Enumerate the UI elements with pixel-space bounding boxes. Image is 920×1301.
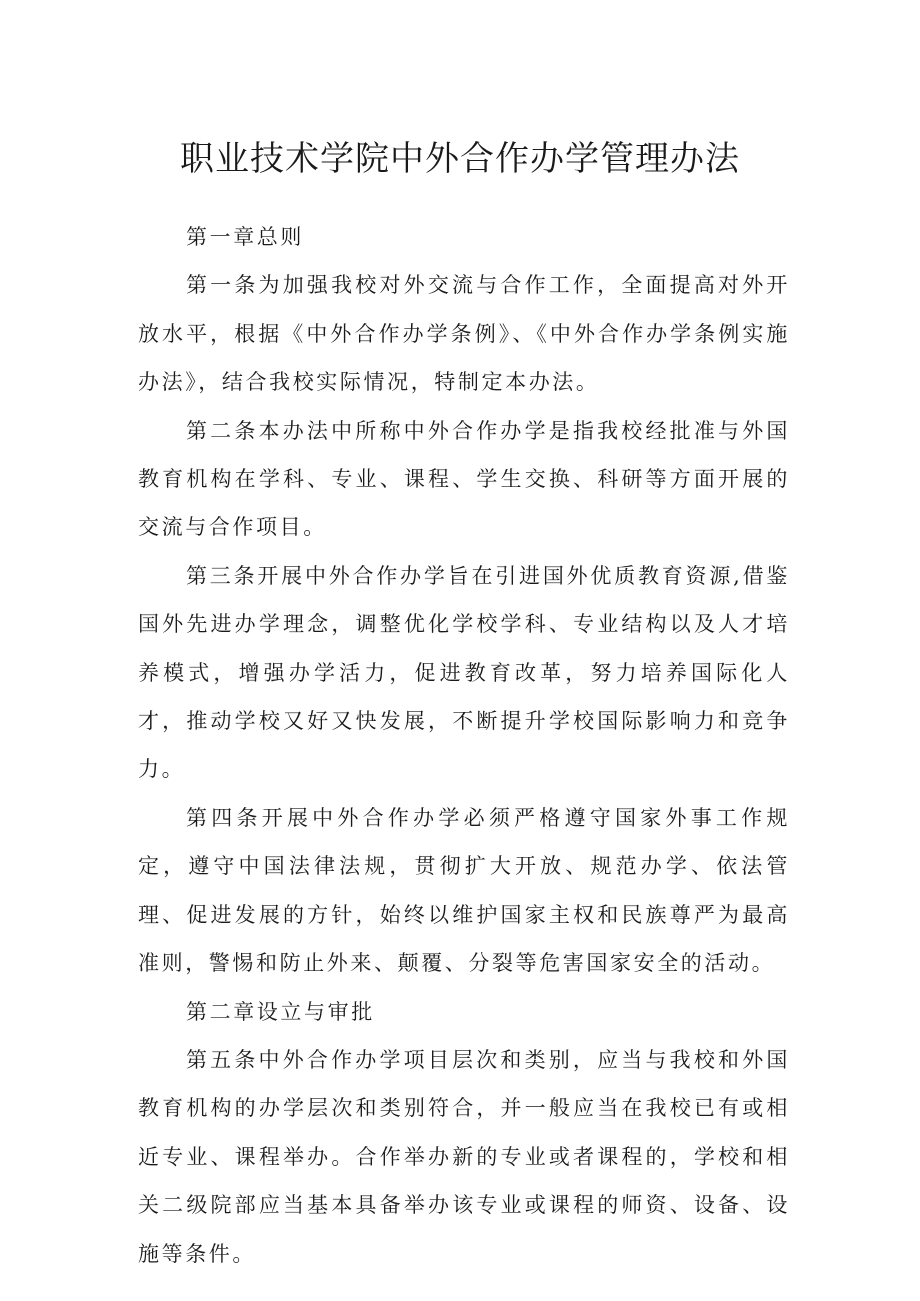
article-1: 第一条为加强我校对外交流与合作工作，全面提高对外开放水平，根据《中外合作办学条例》、《中外合作办学条例实施办法》，结合我校实际情况，特制定本办法。: [138, 273, 790, 395]
article-2: 第二条本办法中所称中外合作办学是指我校经批准与外国教育机构在学科、专业、课程、学生交换、科研等方面开展的交流与合作项目。: [138, 418, 790, 540]
article-5: 第五条中外合作办学项目层次和类别，应当与我校和外国教育机构的办学层次和类别符合，并一般应当在我校已有或相近专业、课程举办。合作举办新的专业或者课程的，学校和相关二级院部应当基本具备举办该专业或课程的师资、设备、设施等条件。: [138, 1047, 790, 1266]
document-title: 职业技术学院中外合作办学管理办法: [180, 139, 740, 179]
article-3: 第三条开展中外合作办学旨在引进国外优质教育资源,借鉴国外先进办学理念，调整优化学校学科、专业结构以及人才培养模式，增强办学活力，促进教育改革，努力培养国际化人才，推动学校又好又快发展，不断提升学校国际影响力和竞争力。: [138, 563, 790, 782]
chapter-heading-2: 第二章设立与审批: [186, 999, 375, 1024]
article-4: 第四条开展中外合作办学必须严格遵守国家外事工作规定，遵守中国法律法规，贯彻扩大开放、规范办学、依法管理、促进发展的方针，始终以维护国家主权和民族尊严为最高准则，警惕和防止外来、颠覆、分裂等危害国家安全的活动。: [138, 805, 790, 976]
chapter-heading-1: 第一章总则: [186, 225, 304, 249]
document-body: [138, 213, 790, 1278]
